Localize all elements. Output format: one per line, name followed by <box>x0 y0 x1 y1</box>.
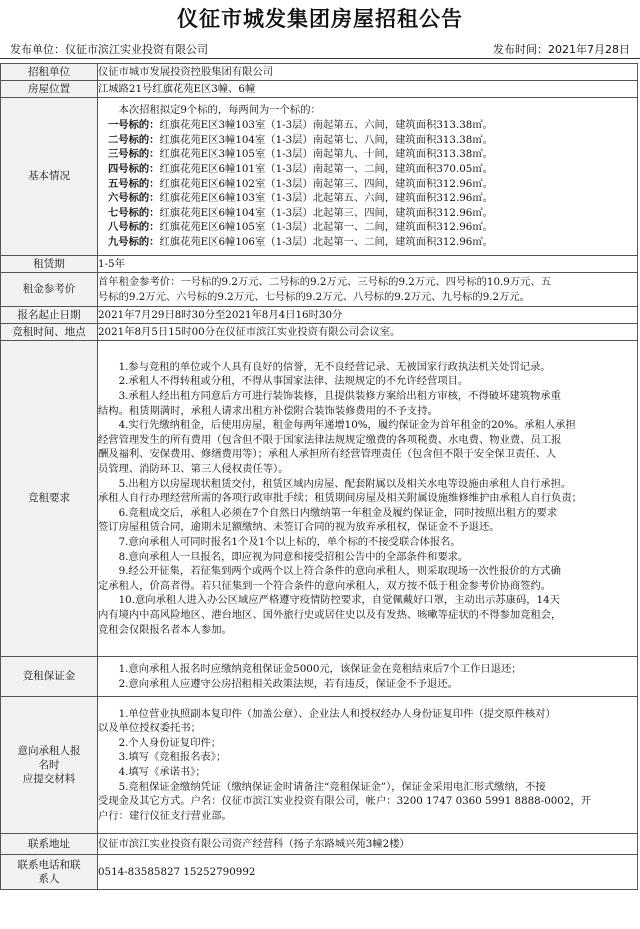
label-rent-reference: 租金参考价 <box>1 273 98 307</box>
rent-line: 号标的9.2万元、六号标的9.2万元、七号标的9.2万元、八号标的9.2万元、九号标的9.2万元。 <box>98 290 530 303</box>
label-basic-info: 基本情况 <box>1 98 98 256</box>
lot-item <box>98 220 637 235</box>
lot-description: 红旗花苑E区6幢104室（1-3层）北起第三、四间，建筑面积312.96㎡。 <box>159 206 493 219</box>
lot-item <box>98 133 637 148</box>
value-location: 江城路21号红旗花苑E区3幢、6幢 <box>98 81 638 98</box>
value-requirements <box>98 341 638 657</box>
requirement-line: 6.竞租成交后，承租人必须在7个自然日内缴纳第一年租金及履约保证金，同时按照出租方的要求 <box>118 506 558 519</box>
lot-description: 红旗花苑E区3幢105室（1-3层）南起第九、十间，建筑面积313.38㎡。 <box>159 148 493 161</box>
lot-name: 八号标的： <box>108 221 160 234</box>
value-bidder: 仪征市城市发展投资控股集团有限公司 <box>98 64 638 81</box>
lot-item <box>98 206 637 221</box>
label-contact-line: 联系电话和联 <box>17 858 81 871</box>
row-basic-info <box>1 98 638 256</box>
lot-name: 五号标的： <box>108 177 160 190</box>
value-basic-info <box>98 98 638 256</box>
value-rent-reference <box>98 273 638 307</box>
requirement-line: 结构。租赁期满时，承租人请求出租方补偿附合装饰装修费用的不予支持。 <box>98 404 438 417</box>
row-lease-term <box>1 256 638 273</box>
requirement-line: 经营管理发生的所有费用（包含但不限于国家法律法规规定缴费的各项税费、水电费、物业费、员工报 <box>98 433 562 446</box>
label-address: 联系地址 <box>1 834 98 855</box>
value-signup-period: 2021年7月29日8时30分至2021年8月4日16时30分 <box>98 307 638 324</box>
value-deposit <box>98 657 638 697</box>
requirement-line: 1.参与竞租的单位或个人具有良好的信誉，无不良经营记录、无被国家行政执法机关处罚记录。 <box>118 360 551 373</box>
value-address: 仪征市滨江实业投资有限公司资产经营科（扬子东路城兴苑3幢2楼） <box>98 834 638 855</box>
label-contact <box>1 855 98 890</box>
requirement-line: 竞租会仅限报名者本人参加。 <box>98 623 232 636</box>
material-line: 受现金及其它方式。户名：仪征市滨江实业投资有限公司，帐户：3200 1747 0360 5991 8888-0002，开 <box>98 795 592 808</box>
value-bid-time-place: 2021年8月5日15时00分在仪征市滨江实业投资有限公司会议室。 <box>98 324 638 341</box>
requirement-line: 8.意向承租人一旦报名，即应视为同意和接受招租公告中的全部条件和要求。 <box>118 550 469 563</box>
label-location: 房屋位置 <box>1 81 98 98</box>
lot-item <box>98 118 637 133</box>
row-materials <box>1 697 638 834</box>
requirement-line: 4.实行先缴纳租金，后使用房屋，租金每两年递增10%，履约保证金为首年租金的20%。承租人承担 <box>118 419 576 432</box>
publish-meta <box>10 41 630 57</box>
row-location <box>1 81 638 98</box>
value-lease-term: 1-5年 <box>98 256 638 273</box>
requirement-line: 酬及福利、安保费用、修缮费用等）；承租人承担所有经营管理责任（包含但不限于安全保卫责任、人 <box>98 448 557 461</box>
requirement-line: 承租人自行办理经营所需的各项行政审批手续；租赁期间房屋及相关附属设施维修维护由承租人自行负责； <box>98 492 582 505</box>
label-signup-period: 报名起止日期 <box>1 307 98 324</box>
requirement-line: 定承租人，价高者得。若只征集到一个符合条件的意向承租人，双方按不低于租金参考价协商签约。 <box>98 579 552 592</box>
label-materials-line: 意向承租人报 <box>17 744 81 757</box>
material-line: 3.填写《竞租报名表》； <box>118 751 227 764</box>
notice-table <box>0 63 638 890</box>
row-address <box>1 834 638 855</box>
label-requirements: 竞租要求 <box>1 341 98 657</box>
lot-name: 七号标的： <box>108 206 160 219</box>
material-line: 4.填写《承诺书》； <box>118 766 206 778</box>
label-contact-line: 系人 <box>38 873 60 885</box>
requirement-line: 9.经公开征集，若征集到两个或两个以上符合条件的意向承租人，则采取现场一次性报价的方式确 <box>118 565 561 578</box>
row-rent-reference <box>1 273 638 307</box>
label-lease-term: 租赁期 <box>1 256 98 273</box>
row-requirements <box>1 341 638 657</box>
row-bidder <box>1 64 638 81</box>
lot-description: 红旗花苑E区6幢106室（1-3层）北起第一、二间，建筑面积312.96㎡。 <box>159 235 493 248</box>
requirement-line: 内有境内中高风险地区、港台地区、国外旅行史或居住史以及有发热、咳嗽等症状的不得参加竞租会， <box>98 609 562 622</box>
requirement-line: 10.意向承租人进入办公区域应严格遵守疫情防控要求，自觉佩戴好口罩，主动出示苏康码，14天 <box>118 594 560 607</box>
publisher: 发布单位：仪征市滨江实业投资有限公司 <box>10 43 208 56</box>
row-bid-time-place <box>1 324 638 341</box>
label-deposit: 竞租保证金 <box>1 657 98 697</box>
header-divider <box>0 58 640 59</box>
lot-description: 红旗花苑E区3幢104室（1-3层）南起第七、八间，建筑面积313.38㎡。 <box>159 133 493 146</box>
material-line: 1.单位营业执照副本复印件（加盖公章）、企业法人和授权经办人身份证复印件（提交原件核对） <box>118 707 556 720</box>
row-signup-period <box>1 307 638 324</box>
label-materials-line: 应提交材料 <box>22 773 76 786</box>
deposit-line: 1.意向承租人报名时应缴纳竞租保证金5000元，该保证金在竞租结束后7个工作日退还； <box>118 662 522 675</box>
requirement-line: 5.出租方以房屋现状租赁交付，租赁区域内房屋、配套附属以及相关水电等设施由承租人自行承担。 <box>118 477 572 490</box>
lot-description: 红旗花苑E区6幢105室（1-3层）北起第一、二间，建筑面积312.96㎡。 <box>159 221 493 234</box>
lot-list <box>98 118 637 249</box>
requirement-line: 7.意向承租人可同时报名1个及1个以上标的，单个标的不接受联合体报名。 <box>118 536 461 549</box>
lot-name: 六号标的： <box>108 192 160 205</box>
requirement-line: 3.承租人经出租方同意后方可进行装饰装修，且提供装修方案给出租方审核，不得破坏建筑物承重 <box>118 389 561 402</box>
value-materials <box>98 697 638 834</box>
lot-name: 二号标的： <box>108 133 160 146</box>
rent-line: 首年租金参考价：一号标的9.2万元、二号标的9.2万元、三号标的9.2万元、四号标的10.9万元、五 <box>98 275 552 288</box>
material-line: 5.竞租保证金缴纳凭证（缴纳保证金时请备注“竞租保证金”），保证金采用电汇形式缴纳，不接 <box>118 780 546 793</box>
lot-item <box>98 177 637 192</box>
lot-item <box>98 162 637 177</box>
lot-description: 红旗花苑E区6幢103室（1-3层）北起第五、六间，建筑面积312.96㎡。 <box>159 192 493 205</box>
page-title: 仪征市城发集团房屋招租公告 <box>177 7 463 31</box>
lot-name: 一号标的： <box>108 119 160 132</box>
row-contact <box>1 855 638 890</box>
label-materials <box>1 697 98 834</box>
material-line: 户行：建行仪征支行营业部。 <box>98 809 232 822</box>
lot-item <box>98 191 637 206</box>
lot-item <box>98 235 637 250</box>
deposit-line: 2.意向承租人应遵守公房招租相关政策法规，若有违反，保证金不予退还。 <box>118 677 458 690</box>
label-materials-line: 名时 <box>38 758 60 771</box>
row-deposit <box>1 657 638 697</box>
lot-name: 九号标的： <box>108 235 160 248</box>
lot-name: 三号标的： <box>108 148 160 161</box>
requirement-line: 签订房屋租赁合同，逾期未足额缴纳、未签订合同的视为放弃承租权，保证金不予退还。 <box>98 521 500 534</box>
material-line: 以及单位授权委托书； <box>98 722 201 735</box>
lot-description: 红旗花苑E区6幢101室（1-3层）南起第一、二间，建筑面积370.05㎡。 <box>159 162 493 175</box>
material-line: 2.个人身份证复印件； <box>118 736 222 749</box>
basic-intro: 本次招租拟定9个标的，每两间为一个标的： <box>118 104 321 117</box>
label-bid-time-place: 竞租时间、地点 <box>1 324 98 341</box>
publish-time: 发布时间：2021年7月28日 <box>493 43 630 56</box>
lot-item <box>98 147 637 162</box>
requirement-line: 员管理、消防环卫、第三人侵权责任等）。 <box>98 462 289 475</box>
requirement-line: 2.承租人不得转租或分租，不得从事国家法律、法规规定的不允许经营项目。 <box>118 375 469 388</box>
lot-description: 红旗花苑E区3幢103室（1-3层）南起第五、六间，建筑面积313.38㎡。 <box>159 119 493 132</box>
label-bidder: 招租单位 <box>1 64 98 81</box>
value-contact: 0514-83585827 15252790992 <box>98 855 638 890</box>
lot-description: 红旗花苑E区6幢102室（1-3层）南起第三、四间，建筑面积312.96㎡。 <box>159 177 493 190</box>
lot-name: 四号标的： <box>108 162 160 175</box>
